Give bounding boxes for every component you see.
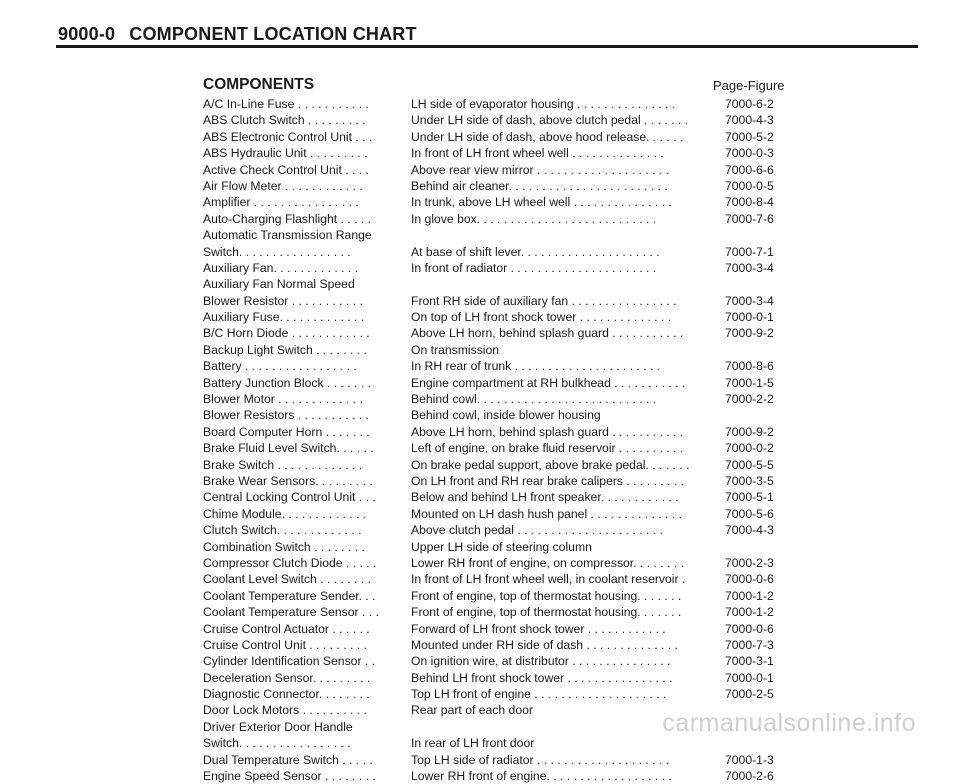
table-row: [203, 571, 783, 587]
component-cell: Deceleration Sensor. . . . . . . . .: [203, 670, 371, 685]
component-cell: Switch. . . . . . . . . . . . . . . . .: [203, 736, 351, 751]
component-cell: Auxiliary Fan. . . . . . . . . . . . .: [203, 260, 359, 275]
table-row: [203, 473, 783, 489]
page-figure-cell: 7000-3-5: [725, 473, 774, 488]
location-cell: Lower RH front of engine. . . . . . . . . . . . . . . . . . .: [411, 769, 672, 784]
component-cell: Door Lock Motors . . . . . . . . . .: [203, 703, 367, 718]
location-cell: Front of engine, top of thermostat housing. . . . . . .: [411, 588, 682, 603]
location-cell: Upper LH side of steering column: [411, 539, 592, 554]
component-cell: Brake Fluid Level Switch. . . . . .: [203, 441, 374, 456]
table-row: [203, 555, 783, 571]
location-cell: Above LH horn, behind splash guard . . . . . . . . . . .: [411, 424, 684, 439]
location-cell: At base of shift lever. . . . . . . . . . . . . . . . . . . . .: [411, 244, 660, 259]
page-figure-cell: 7000-0-1: [725, 310, 774, 325]
location-cell: Front RH side of auxiliary fan . . . . . . . . . . . . . . . .: [411, 293, 677, 308]
component-cell: ABS Clutch Switch . . . . . . . . .: [203, 113, 366, 128]
component-cell: Blower Motor . . . . . . . . . . . . .: [203, 392, 363, 407]
location-cell: Mounted on LH dash hush panel . . . . . . . . . . . . . .: [411, 506, 682, 521]
location-cell: Forward of LH front shock tower . . . . . . . . . . . .: [411, 621, 666, 636]
component-cell: Engine Speed Sensor . . . . . . . .: [203, 769, 376, 784]
location-cell: In glove box. . . . . . . . . . . . . . . . . . . . . . . . . . .: [411, 211, 657, 226]
location-cell: On ignition wire, at distributor . . . . . . . . . . . . . . .: [411, 654, 671, 669]
location-cell: Above rear view mirror . . . . . . . . . . . . . . . . . . . .: [411, 162, 670, 177]
component-cell: A/C In-Line Fuse . . . . . . . . . . .: [203, 97, 369, 111]
component-cell: Active Check Control Unit . . . .: [203, 162, 369, 177]
component-cell: Central Locking Control Unit . . .: [203, 490, 376, 505]
page-figure-cell: 7000-7-3: [725, 637, 774, 652]
location-cell: In rear of LH front door: [411, 736, 535, 751]
table-row: [203, 653, 783, 669]
location-cell: On brake pedal support, above brake pedal. . . . . . .: [411, 457, 690, 472]
component-cell: Blower Resistors . . . . . . . . . . .: [203, 408, 369, 423]
table-row: [203, 162, 783, 178]
table-row: [203, 604, 783, 620]
header-rule: [56, 45, 918, 48]
location-cell: Engine compartment at RH bulkhead . . . . . . . . . . .: [411, 375, 686, 390]
page-figure-cell: 7000-3-4: [725, 260, 774, 275]
page-figure-cell: 7000-5-6: [725, 506, 774, 521]
component-cell: B/C Horn Diode . . . . . . . . . . . .: [203, 326, 370, 341]
chart-header: [58, 24, 417, 45]
component-cell: Automatic Transmission Range: [203, 228, 372, 243]
table-row: [203, 522, 783, 538]
table-row: [203, 358, 783, 374]
component-cell: Cylinder Identification Sensor . .: [203, 654, 376, 669]
component-cell: ABS Hydraulic Unit . . . . . . . . .: [203, 146, 368, 161]
location-cell: Top LH front of engine . . . . . . . . . . . . . . . . . . . .: [411, 687, 667, 702]
component-cell: Coolant Temperature Sensor . . .: [203, 605, 379, 620]
table-row: [203, 768, 783, 784]
page-figure-cell: 7000-0-5: [725, 178, 774, 193]
component-cell: Amplifier . . . . . . . . . . . . . . . .: [203, 195, 359, 210]
table-row: [203, 621, 783, 637]
component-cell: Coolant Level Switch . . . . . . . .: [203, 572, 371, 587]
watermark: carmanualsonline.info: [662, 709, 916, 737]
table-row: [203, 752, 783, 768]
table-row: [203, 375, 783, 391]
component-cell: Backup Light Switch . . . . . . . .: [203, 342, 367, 357]
table-row: [203, 670, 783, 686]
component-cell: Blower Resistor . . . . . . . . . . .: [203, 293, 363, 308]
location-cell: In RH rear of trunk . . . . . . . . . . . . . . . . . . . . . .: [411, 359, 661, 374]
location-cell: LH side of evaporator housing . . . . . . . . . . . . . . .: [411, 97, 676, 111]
page-figure-cell: 7000-8-6: [725, 359, 774, 374]
page-figure-cell: 7000-0-6: [725, 572, 774, 587]
page-figure-cell: 7000-1-2: [725, 588, 774, 603]
page-figure-label: Page-Figure: [713, 78, 785, 93]
page-figure-cell: 7000-0-1: [725, 670, 774, 685]
component-cell: Battery . . . . . . . . . . . . . . . . .: [203, 359, 357, 374]
component-cell: Air Flow Meter . . . . . . . . . . . .: [203, 178, 363, 193]
table-row: [203, 391, 783, 407]
component-cell: ABS Electronic Control Unit . . .: [203, 129, 373, 144]
page-figure-cell: 7000-0-6: [725, 621, 774, 636]
table-row: [203, 244, 783, 260]
component-cell: Clutch Switch. . . . . . . . . . . . .: [203, 523, 362, 538]
component-cell: Brake Wear Sensors. . . . . . . . .: [203, 473, 373, 488]
component-cell: Board Computer Horn . . . . . . .: [203, 424, 370, 439]
table-row: [203, 457, 783, 473]
table-row: [203, 407, 783, 423]
component-cell: Battery Junction Block . . . . . . .: [203, 375, 371, 390]
location-cell: Mounted under RH side of dash . . . . . . . . . . . . . .: [411, 637, 678, 652]
table-row: [203, 211, 783, 227]
table-row: [203, 342, 783, 358]
component-cell: Combination Switch . . . . . . . .: [203, 539, 365, 554]
location-cell: On LH front and RH rear brake calipers . . . . . . . . .: [411, 473, 684, 488]
page-figure-cell: 7000-7-1: [725, 244, 774, 259]
page-figure-cell: 7000-2-2: [725, 392, 774, 407]
component-cell: Auto-Charging Flashlight . . . . .: [203, 211, 371, 226]
page-figure-cell: 7000-1-2: [725, 605, 774, 620]
page-figure-cell: 7000-0-2: [725, 441, 774, 456]
table-row: [203, 686, 783, 702]
location-cell: Behind cowl. . . . . . . . . . . . . . . . . . . . . . . . . . .: [411, 392, 657, 407]
page-figure-cell: 7000-6-6: [725, 162, 774, 177]
component-cell: Coolant Temperature Sender. . .: [203, 588, 376, 603]
table-row: [203, 424, 783, 440]
table-row: [203, 293, 783, 309]
location-cell: Rear part of each door: [411, 703, 533, 718]
page-figure-cell: 7000-0-3: [725, 146, 774, 161]
page-figure-cell: 7000-1-3: [725, 752, 774, 767]
location-cell: Front of engine, top of thermostat housing. . . . . . .: [411, 605, 682, 620]
component-cell: Dual Temperature Switch . . . . .: [203, 752, 373, 767]
location-cell: On transmission: [411, 342, 500, 357]
table-row: [203, 539, 783, 555]
components-heading: COMPONENTS: [203, 76, 315, 93]
section-number: 9000-0: [58, 24, 116, 44]
location-cell: Behind cowl, inside blower housing: [411, 408, 601, 423]
page-title: COMPONENT LOCATION CHART: [129, 24, 417, 44]
table-row: [203, 178, 783, 194]
page-figure-cell: 7000-4-3: [725, 113, 774, 128]
table-row: [203, 309, 783, 325]
table-row: [203, 440, 783, 456]
table-row: [203, 637, 783, 653]
table-row: [203, 112, 783, 128]
table-row: [203, 260, 783, 276]
table-row: [203, 325, 783, 341]
page-figure-cell: 7000-8-4: [725, 195, 774, 210]
location-cell: Left of engine, on brake fluid reservoir . . . . . . . . . .: [411, 441, 684, 456]
location-cell: Above LH horn, behind splash guard . . . . . . . . . . .: [411, 326, 684, 341]
component-cell: Compressor Clutch Diode . . . . .: [203, 555, 377, 570]
page-figure-cell: 7000-6-2: [725, 97, 774, 111]
location-cell: In front of LH front wheel well . . . . . . . . . . . . . .: [411, 146, 664, 161]
page-figure-cell: 7000-7-6: [725, 211, 774, 226]
component-cell: Brake Switch . . . . . . . . . . . . .: [203, 457, 363, 472]
location-cell: Behind LH front shock tower . . . . . . . . . . . . . . . .: [411, 670, 673, 685]
page-figure-cell: 7000-2-5: [725, 687, 774, 702]
location-cell: In trunk, above LH wheel well . . . . . . . . . . . . . . .: [411, 195, 672, 210]
page-figure-cell: 7000-9-2: [725, 424, 774, 439]
page-figure-cell: 7000-2-3: [725, 555, 774, 570]
page-figure-cell: 7000-1-5: [725, 375, 774, 390]
location-cell: Behind air cleaner. . . . . . . . . . . . . . . . . . . . . . . .: [411, 178, 668, 193]
table-row: [203, 588, 783, 604]
component-cell: Chime Module. . . . . . . . . . . . .: [203, 506, 367, 521]
page-figure-cell: 7000-3-4: [725, 293, 774, 308]
location-cell: Under LH side of dash, above clutch pedal . . . . . . .: [411, 113, 689, 128]
location-cell: In front of LH front wheel well, in coolant reservoir .: [411, 572, 686, 587]
page-figure-cell: 7000-5-2: [725, 129, 774, 144]
component-cell: Driver Exterior Door Handle: [203, 719, 353, 734]
component-cell: Cruise Control Unit . . . . . . . . .: [203, 637, 367, 652]
location-cell: Top LH side of radiator . . . . . . . . . . . . . . . . . . . .: [411, 752, 670, 767]
location-cell: Below and behind LH front speaker. . . . . . . . . . . .: [411, 490, 679, 505]
table-row: [203, 145, 783, 161]
page-figure-cell: 7000-2-6: [725, 769, 774, 784]
page-figure-cell: 7000-3-1: [725, 654, 774, 669]
component-cell: Auxiliary Fan Normal Speed: [203, 277, 355, 292]
table-row: [203, 276, 783, 292]
component-table: [203, 96, 783, 784]
table-row: [203, 489, 783, 505]
location-cell: Under LH side of dash, above hood release. . . . . .: [411, 129, 684, 144]
page-figure-cell: 7000-4-3: [725, 523, 774, 538]
location-cell: Lower RH front of engine, on compressor. . . . . . . .: [411, 555, 684, 570]
table-row: [203, 96, 783, 112]
component-cell: Auxiliary Fuse. . . . . . . . . . . . .: [203, 310, 365, 325]
table-row: [203, 194, 783, 210]
page-figure-cell: 7000-9-2: [725, 326, 774, 341]
location-cell: Above clutch pedal . . . . . . . . . . . . . . . . . . . . . .: [411, 523, 663, 538]
table-row: [203, 506, 783, 522]
page-figure-cell: 7000-5-1: [725, 490, 774, 505]
location-cell: In front of radiator . . . . . . . . . . . . . . . . . . . . . .: [411, 260, 657, 275]
table-row: [203, 129, 783, 145]
page-figure-cell: 7000-5-5: [725, 457, 774, 472]
table-row: [203, 227, 783, 243]
component-cell: Cruise Control Actuator . . . . . .: [203, 621, 370, 636]
location-cell: On top of LH front shock tower . . . . . . . . . . . . . .: [411, 310, 672, 325]
component-cell: Switch. . . . . . . . . . . . . . . . .: [203, 244, 351, 259]
component-cell: Diagnostic Connector. . . . . . . .: [203, 687, 370, 702]
